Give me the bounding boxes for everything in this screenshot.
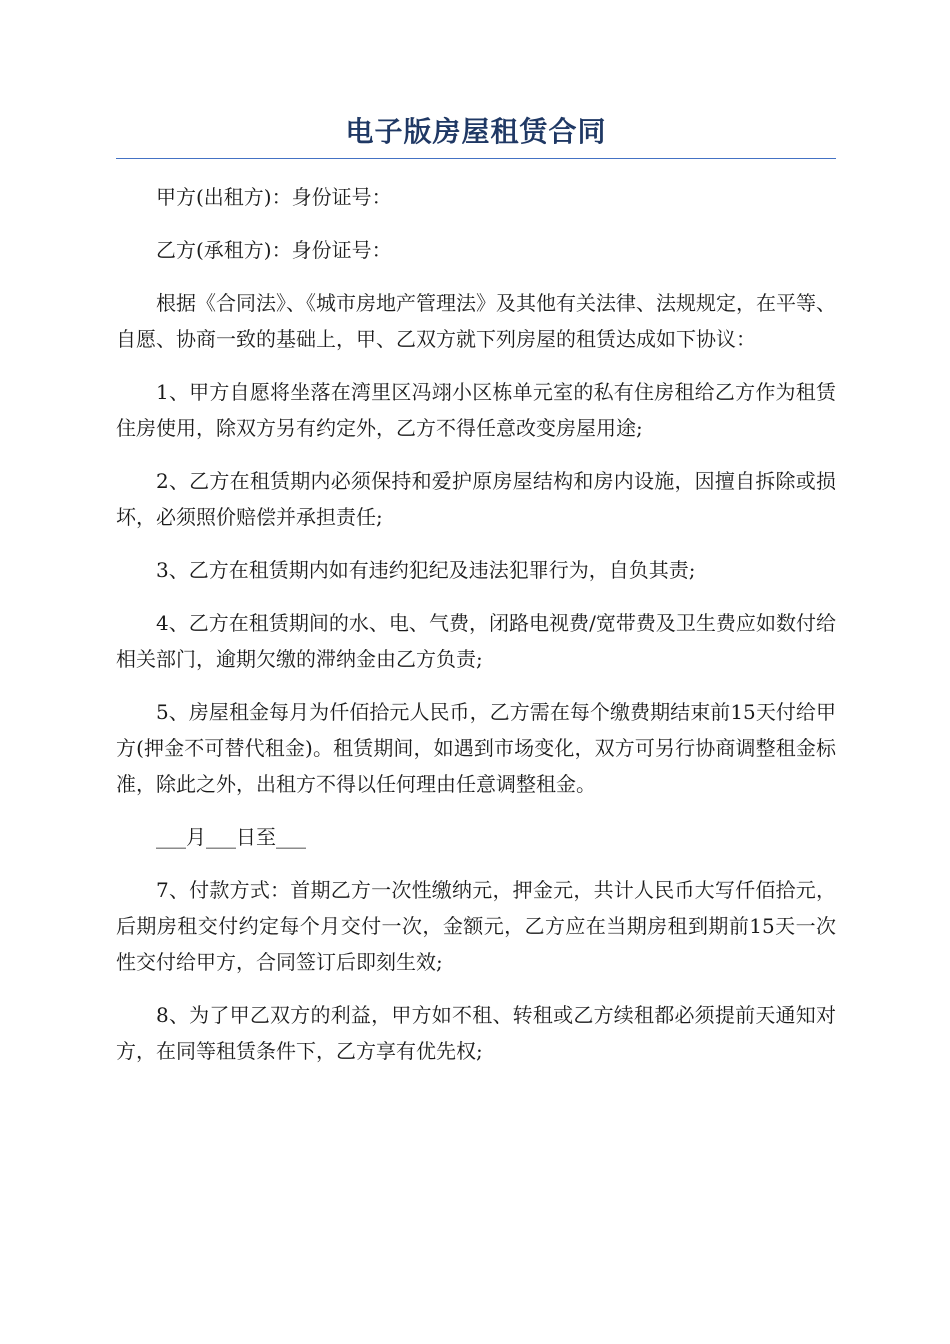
preamble-paragraph: 根据《合同法》、《城市房地产管理法》及其他有关法律、法规规定，在平等、自愿、协商一致的基础上，甲、乙双方就下列房屋的租赁达成如下协议： bbox=[116, 291, 836, 351]
clause-7: 7、付款方式：首期乙方一次性缴纳元，押金元，共计人民币大写仟佰拾元，后期房租交付约定每个月交付一次，金额元，乙方应在当期房租到期前15天一次性交付给甲方，合同签订后即刻生效; bbox=[116, 878, 836, 974]
clause-5: 5、房屋租金每月为仟佰拾元人民币，乙方需在每个缴费期结束前15天付给甲方(押金不可替代租金)。租赁期间，如遇到市场变化，双方可另行协商调整租金标准，除此之外，出租方不得以任何理由任意调整租金。 bbox=[116, 700, 836, 796]
clause-4: 4、乙方在租赁期间的水、电、气费，闭路电视费/宽带费及卫生费应如数付给相关部门，逾期欠缴的滞纳金由乙方负责; bbox=[116, 611, 836, 671]
lease-period-line: ___月___日至___ bbox=[156, 825, 306, 849]
document-title: 电子版房屋租赁合同 bbox=[345, 115, 607, 148]
clause-8: 8、为了甲乙双方的利益，甲方如不租、转租或乙方续租都必须提前天通知对方，在同等租赁条件下，乙方享有优先权; bbox=[116, 1003, 836, 1063]
clause-2: 2、乙方在租赁期内必须保持和爱护原房屋结构和房内设施，因擅自拆除或损坏，必须照价赔偿并承担责任; bbox=[116, 469, 836, 529]
document-page bbox=[116, 112, 836, 1086]
title-underline bbox=[116, 158, 836, 159]
clause-1: 1、甲方自愿将坐落在湾里区冯翊小区栋单元室的私有住房租给乙方作为租赁住房使用，除双方另有约定外，乙方不得任意改变房屋用途; bbox=[116, 380, 836, 440]
party-a-line: 甲方(出租方)：身份证号： bbox=[156, 185, 392, 209]
party-b-line: 乙方(承租方)：身份证号： bbox=[156, 238, 392, 262]
clause-3: 3、乙方在租赁期内如有违约犯纪及违法犯罪行为，自负其责; bbox=[156, 558, 696, 582]
